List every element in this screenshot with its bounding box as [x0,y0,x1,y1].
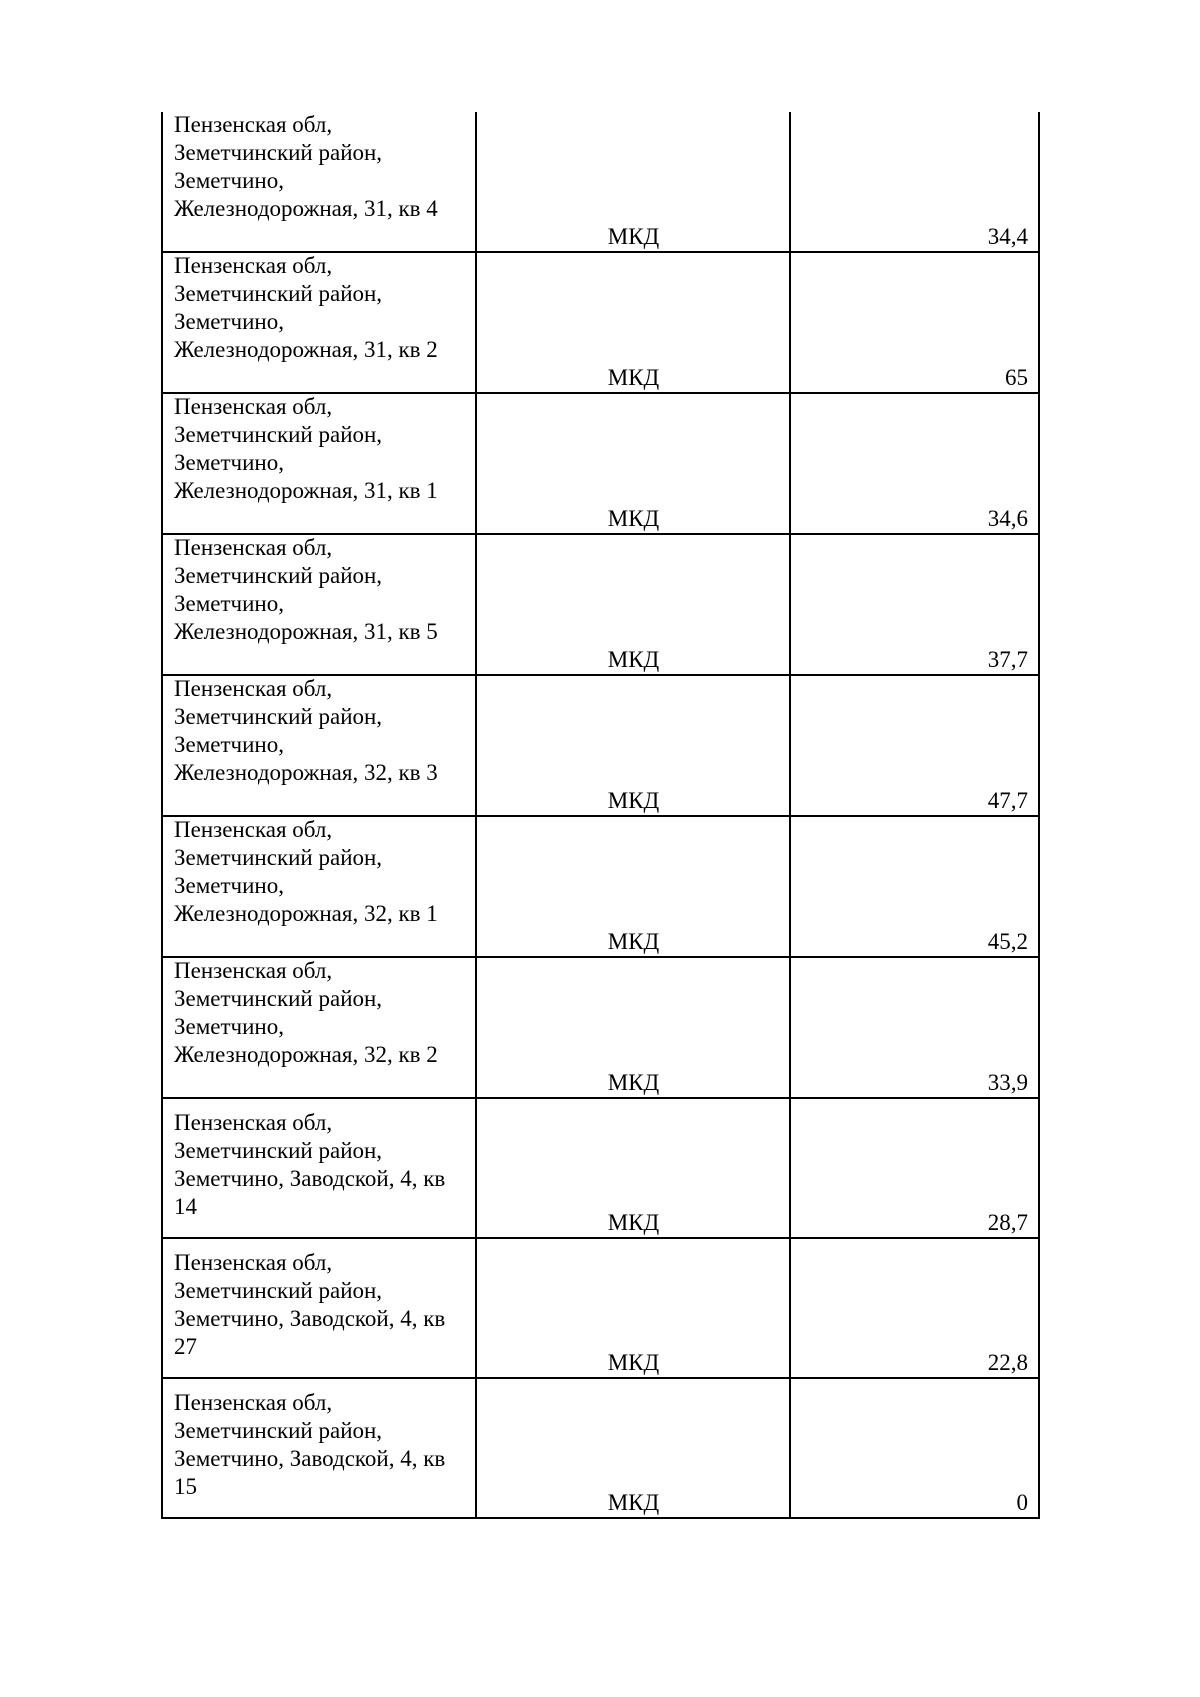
table-row [162,816,1039,957]
address-text: Пензенская обл, Земетчинский район, Земетчино, Заводской, 4, кв 27 [174,1250,446,1359]
address-text: Пензенская обл, Земетчинский район, Земетчино, Железнодорожная, 32, кв 3 [174,676,438,785]
address-cell [162,1098,476,1238]
address-text: Пензенская обл, Земетчинский район, Земетчино, Железнодорожная, 31, кв 5 [174,535,438,644]
area-cell: 45,2 [790,816,1039,957]
area-cell: 47,7 [790,675,1039,816]
address-cell [162,1238,476,1378]
table-row [162,1238,1039,1378]
building-type-cell: МКД [476,816,790,957]
building-type-cell: МКД [476,1098,790,1238]
address-cell [162,675,476,816]
address-cell [162,534,476,675]
address-text: Пензенская обл, Земетчинский район, Земетчино, Железнодорожная, 31, кв 4 [174,112,438,221]
area-cell: 33,9 [790,957,1039,1098]
building-type-cell: МКД [476,534,790,675]
building-type-cell: МКД [476,1378,790,1518]
area-cell: 22,8 [790,1238,1039,1378]
area-cell: 34,6 [790,393,1039,534]
table-row [162,112,1039,252]
address-text: Пензенская обл, Земетчинский район, Земетчино, Заводской, 4, кв 15 [174,1390,446,1499]
address-text: Пензенская обл, Земетчинский район, Земетчино, Железнодорожная, 31, кв 1 [174,394,438,503]
address-cell [162,1378,476,1518]
area-cell: 65 [790,252,1039,393]
building-type-cell: МКД [476,957,790,1098]
address-text: Пензенская обл, Земетчинский район, Земетчино, Заводской, 4, кв 14 [174,1110,446,1219]
address-text: Пензенская обл, Земетчинский район, Земетчино, Железнодорожная, 31, кв 2 [174,253,438,362]
building-type-cell: МКД [476,1238,790,1378]
address-cell [162,816,476,957]
building-type-cell: МКД [476,675,790,816]
area-cell: 34,4 [790,112,1039,252]
address-cell [162,252,476,393]
table-row [162,1098,1039,1238]
building-type-cell: МКД [476,252,790,393]
table-row [162,1378,1039,1518]
table-row [162,534,1039,675]
table-row [162,957,1039,1098]
address-cell [162,112,476,252]
area-cell: 28,7 [790,1098,1039,1238]
area-cell: 0 [790,1378,1039,1518]
area-cell: 37,7 [790,534,1039,675]
property-table [161,112,1040,1519]
table-row [162,393,1039,534]
table-row [162,675,1039,816]
address-text: Пензенская обл, Земетчинский район, Земетчино, Железнодорожная, 32, кв 2 [174,958,438,1067]
address-cell [162,393,476,534]
building-type-cell: МКД [476,112,790,252]
address-cell [162,957,476,1098]
building-type-cell: МКД [476,393,790,534]
table-row [162,252,1039,393]
address-text: Пензенская обл, Земетчинский район, Земетчино, Железнодорожная, 32, кв 1 [174,817,438,926]
